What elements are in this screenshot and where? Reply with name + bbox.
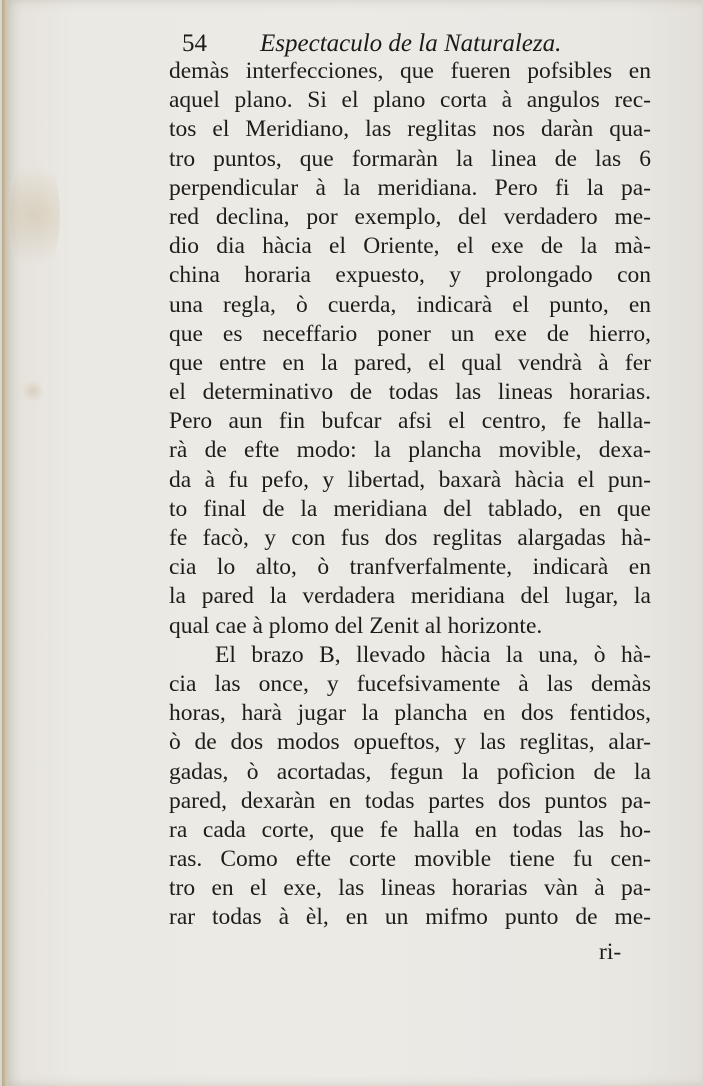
text-line: Pero aun fin bufcar afsi el centro, fe halla- xyxy=(169,408,651,435)
text-line: El brazo B, llevado hàcia la una, ò hà- xyxy=(215,641,651,668)
page-gutter-edge xyxy=(2,0,10,1086)
page-stain xyxy=(10,150,60,280)
text-line: tos el Meridiano, las reglitas nos daràn qua- xyxy=(169,116,651,143)
text-line: pared, dexaràn en todas partes dos puntos pa- xyxy=(169,787,651,814)
text-line: ò de dos modos opueftos, y las reglitas, alar- xyxy=(169,729,651,756)
text-line: aquel plano. Si el plano corta à angulos rec- xyxy=(169,87,651,114)
page-stain xyxy=(22,380,44,402)
text-line: fe facò, y con fus dos reglitas alargadas hà- xyxy=(169,525,651,551)
text-line: perpendicular à la meridiana. Pero fi la pa- xyxy=(169,174,651,201)
text-line: rà de efte modo: la plancha movible, dexa- xyxy=(169,437,651,464)
text-line: demàs interfecciones, que fueren pofsibles en xyxy=(169,58,651,84)
text-line: red declina, por exemplo, del verdadero me- xyxy=(169,203,651,230)
book-page xyxy=(2,0,702,1086)
body-text xyxy=(169,57,651,933)
running-title: Espectaculo de la Naturaleza. xyxy=(260,30,562,57)
text-line: qual cae à plomo del Zenit al horizonte. xyxy=(169,612,543,639)
text-line: que entre en la pared, el qual vendrà à fer xyxy=(169,349,651,376)
text-line: gadas, ò acortadas, fegun la pofìcion de la xyxy=(169,758,651,785)
catchword: ri- xyxy=(599,939,622,965)
text-line: ra cada corte, que fe halla en todas las ho- xyxy=(169,816,651,843)
text-line: to final de la meridiana del tablado, en que xyxy=(169,495,651,522)
text-line: el determinativo de todas las lineas horarias. xyxy=(169,379,651,406)
text-line: horas, harà jugar la plancha en dos fentidos, xyxy=(169,700,651,727)
text-line: china horaria expuesto, y prolongado con xyxy=(169,262,651,289)
text-line: que es neceffario poner un exe de hierro, xyxy=(169,320,651,347)
text-line: dio dia hàcia el Oriente, el exe de la mà- xyxy=(169,233,651,260)
text-line: cia las once, y fucefsivamente à las demàs xyxy=(169,670,651,697)
text-line: rar todas à èl, en un mifmo punto de me- xyxy=(169,904,651,931)
text-line: tro en el exe, las lineas horarias vàn à pa- xyxy=(169,875,651,902)
text-line: cia lo alto, ò tranfverfalmente, indicarà en xyxy=(169,554,651,581)
text-line: la pared la verdadera meridiana del lugar, la xyxy=(169,583,651,610)
text-line: una regla, ò cuerda, indicarà el punto, en xyxy=(169,291,651,318)
page-number: 54 xyxy=(182,30,207,57)
text-line: tro puntos, que formaràn la linea de las 6 xyxy=(169,145,651,172)
text-line: da à fu pefo, y libertad, baxarà hàcia el pun- xyxy=(169,466,651,493)
text-line: ras. Como efte corte movible tiene fu cen- xyxy=(169,846,651,873)
